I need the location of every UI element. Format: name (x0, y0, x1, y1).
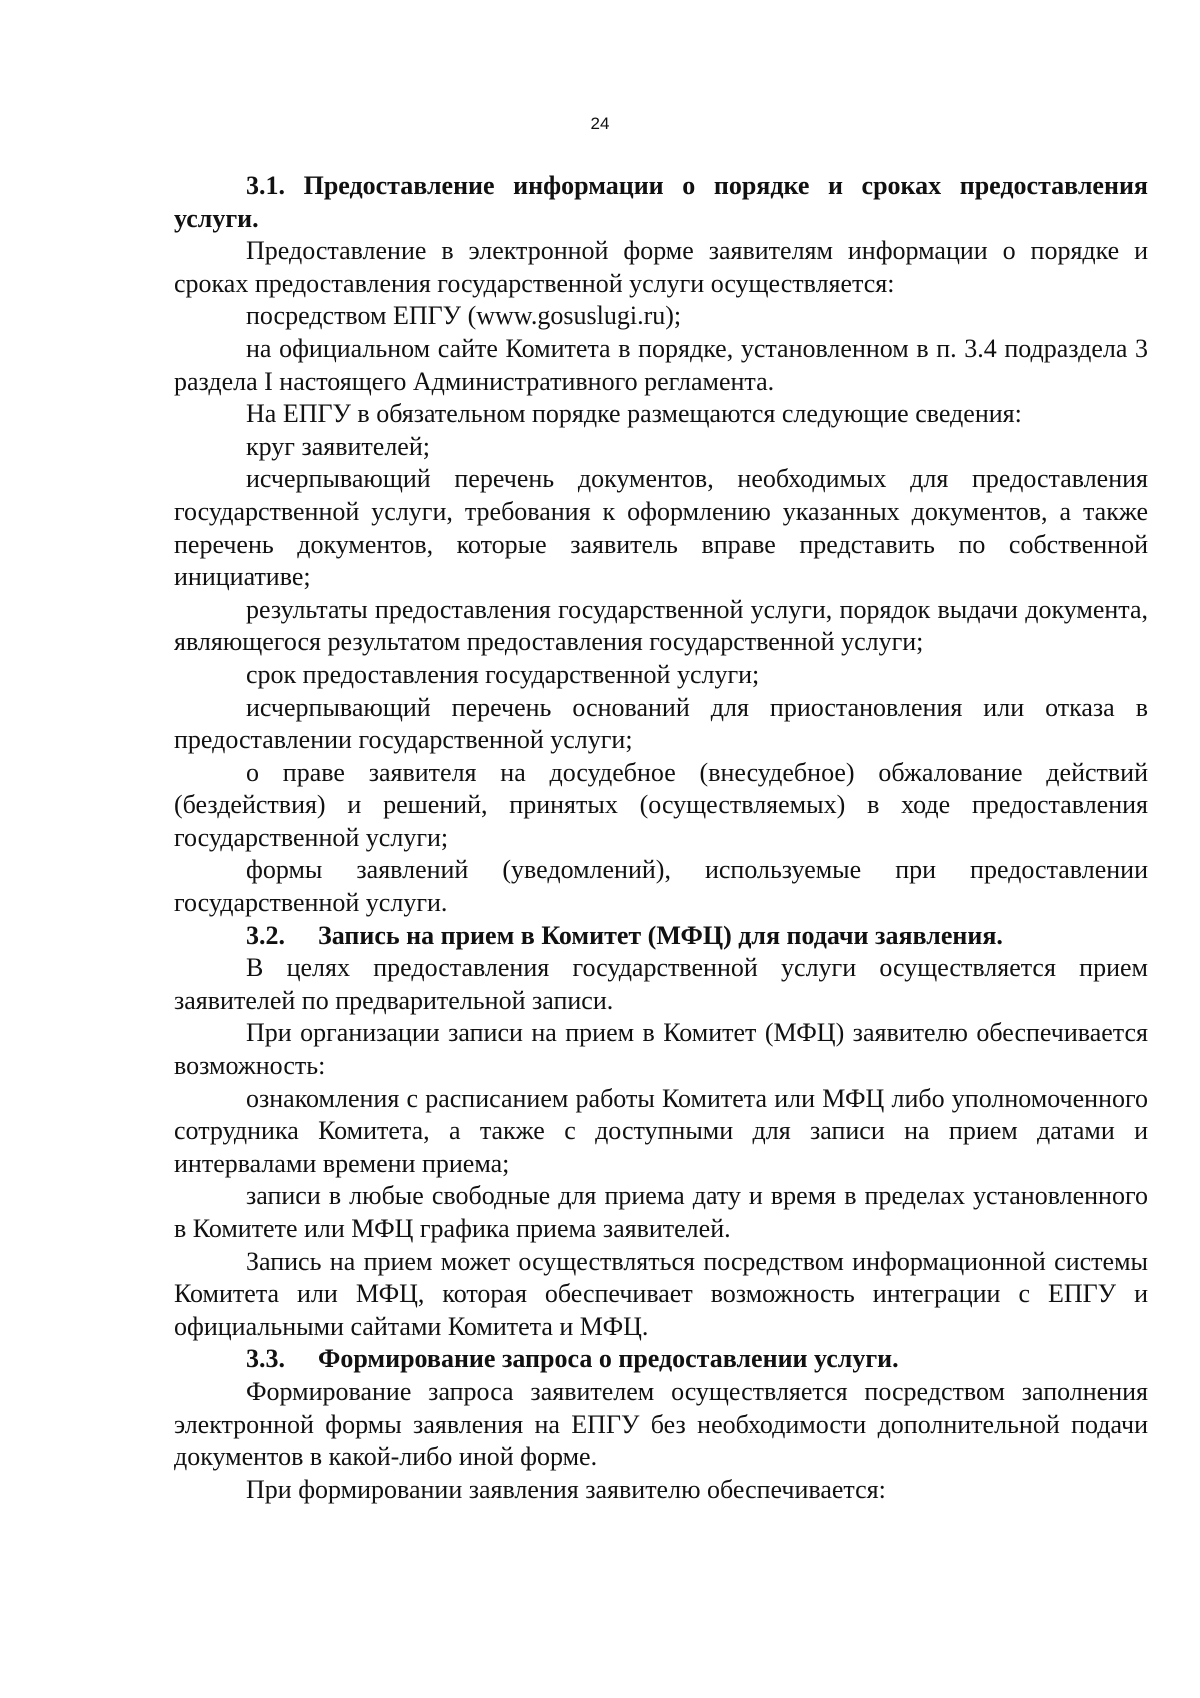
page-number: 24 (590, 114, 610, 133)
paragraph: записи в любые свободные для приема дату и время в пределах установленного в Комитете или МФЦ графика приема заявителей. (174, 1181, 1148, 1243)
paragraph: Предоставление в электронной форме заявителям информации о порядке и сроках предоставления государственной услуги осуществляется: (174, 236, 1148, 298)
paragraph: Формирование запроса заявителем осуществляется посредством заполнения электронной формы заявления на ЕПГУ без необходимости дополнительной подачи документов в какой-либо иной форме. (174, 1376, 1148, 1472)
paragraph: На ЕПГУ в обязательном порядке размещаются следующие сведения: (246, 399, 1022, 429)
paragraph: срок предоставления государственной услуги; (246, 659, 760, 689)
section-title: Запись на прием в Комитет (МФЦ) для подачи заявления. (318, 920, 1003, 950)
paragraph: о праве заявителя на досудебное (внесудебное) обжалование действий (бездействия) и решений, принятых (осуществляемых) в ходе предоставления государственной услуги; (174, 757, 1148, 852)
paragraph: При организации записи на прием в Комитет (МФЦ) заявителю обеспечивается возможность: (174, 1018, 1148, 1081)
paragraph: посредством ЕПГУ (www.gosuslugi.ru); (246, 301, 682, 331)
paragraph: формы заявлений (уведомлений), используемые при предоставлении государственной услуги. (174, 855, 1148, 918)
document-body (174, 170, 1148, 1506)
section-title: Формирование запроса о предоставлении услуги. (318, 1344, 899, 1374)
section-number: 3.3. (246, 1344, 285, 1374)
paragraph: круг заявителей; (246, 431, 430, 461)
paragraph: результаты предоставления государственной услуги, порядок выдачи документа, являющегося результатом предоставления государственной услуги; (174, 594, 1148, 657)
paragraph: При формировании заявления заявителю обеспечивается: (246, 1474, 886, 1504)
section-number: 3.2. (246, 920, 285, 950)
paragraph: исчерпывающий перечень оснований для приостановления или отказа в предоставлении государственной услуги; (174, 692, 1148, 755)
paragraph: ознакомления с расписанием работы Комитета или МФЦ либо уполномоченного сотрудника Комитета, а также с доступными для записи на прием датами и интервалами времени приема; (174, 1083, 1148, 1178)
section-3-3-heading (174, 1343, 1148, 1376)
paragraph: на официальном сайте Комитета в порядке, установленном в п. 3.4 подраздела 3 раздела I настоящего Административного регламента. (174, 333, 1148, 396)
paragraph: исчерпывающий перечень документов, необходимых для предоставления государственной услуги, требования к оформлению указанных документов, а также перечень документов, которые заявитель вправе представить по собственной инициативе; (174, 464, 1148, 592)
paragraph: В целях предоставления государственной услуги осуществляется прием заявителей по предварительной записи. (174, 953, 1148, 1015)
section-3-1-heading: 3.1. Предоставление информации о порядке и сроках предоставления услуги. (174, 171, 1148, 233)
paragraph: Запись на прием может осуществляться посредством информационной системы Комитета или МФЦ, которая обеспечивает возможность интеграции с ЕПГУ и официальными сайтами Комитета и МФЦ. (174, 1246, 1148, 1341)
section-3-2-heading (174, 920, 1148, 953)
